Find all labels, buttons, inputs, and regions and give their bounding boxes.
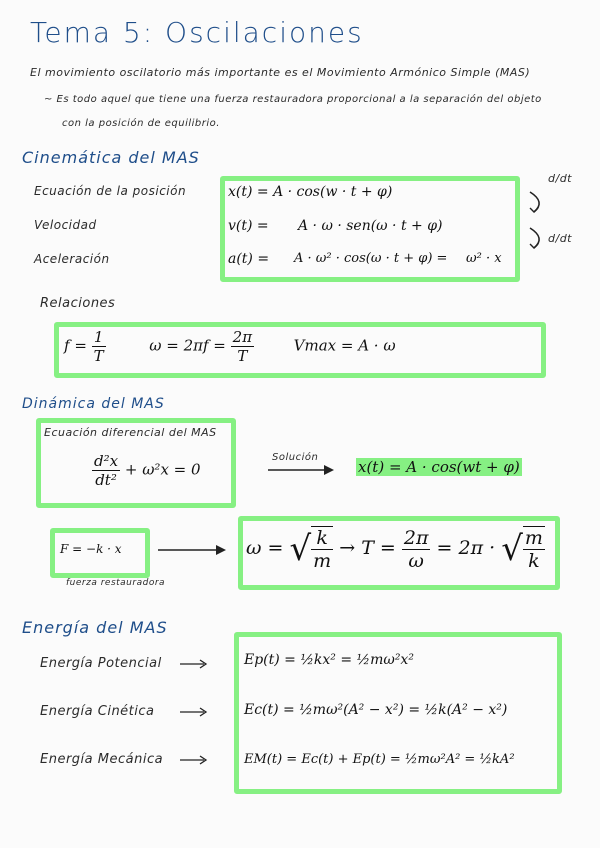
period-fraction	[402, 527, 431, 572]
force-arrow-icon	[156, 542, 230, 558]
derivative-label-2: d/dt	[548, 232, 572, 245]
diff-fraction	[92, 452, 120, 489]
period-num: 2π	[403, 526, 429, 549]
label-position: Ecuación de la posición	[34, 184, 187, 198]
energy-arrows-icon	[178, 656, 212, 768]
sqrt-m: m	[313, 550, 332, 572]
energy-potential-eq: Ep(t) = ½kx² = ½mω²x²	[244, 652, 414, 668]
omega-fraction	[231, 328, 254, 365]
f-den: T	[93, 347, 104, 365]
sqrt-k2: k	[528, 550, 540, 572]
diff-eq-label: Ecuación diferencial del MAS	[44, 426, 217, 439]
diff-num: d²x	[94, 452, 119, 470]
diff-den: dt²	[95, 471, 117, 489]
solution-arrow-icon	[266, 462, 338, 478]
eq-velocity-lhs: v(t) =	[228, 218, 269, 234]
f-lhs: f =	[64, 336, 87, 355]
eq-accel-lhs: a(t) =	[228, 251, 270, 267]
diff-rest: + ω²x = 0	[124, 460, 201, 479]
derivative-label-1: d/dt	[548, 172, 572, 185]
period-eq	[246, 526, 545, 572]
period-den: ω	[408, 549, 424, 572]
vmax: Vmax = A · ω	[293, 336, 396, 355]
force-note: fuerza restauradora	[66, 578, 166, 588]
eq-accel-short: ω² · x	[466, 251, 502, 266]
label-kinetic: Energía Cinética	[40, 704, 155, 719]
label-velocity: Velocidad	[34, 218, 97, 232]
sqrt-m2: m	[524, 527, 543, 549]
relations-heading: Relaciones	[40, 296, 116, 311]
diff-eq	[92, 452, 201, 489]
sqrt-m-k: √ $\frac{m}{k}$	[501, 527, 543, 572]
intro-line-2: ~ Es todo aquel que tiene una fuerza restauradora proporcional a la separación del objeto	[44, 94, 542, 105]
eq-position: x(t) = A · cos(w · t + φ)	[228, 184, 393, 200]
sqrt-k: k	[311, 527, 333, 550]
period-omega-lhs: ω =	[246, 537, 284, 559]
intro-line-1: El movimiento oscilatorio más importante es el Movimiento Armónico Simple (MAS)	[30, 66, 531, 79]
force-eq: F = −k · x	[60, 542, 122, 556]
sqrt-k-m: √ $\frac{k}{m}$	[289, 527, 332, 572]
page-title: Tema 5: Oscilaciones	[30, 16, 364, 49]
omega-num: 2π	[232, 328, 253, 346]
period-arrow-T: → T =	[339, 537, 396, 559]
energy-mechanic-eq: EM(t) = Ec(t) + Ep(t) = ½mω²A² = ½kA²	[244, 752, 515, 767]
intro-line-3: con la posición de equilibrio.	[62, 118, 220, 129]
dynamics-heading: Dinámica del MAS	[22, 396, 165, 412]
label-potential: Energía Potencial	[40, 656, 162, 671]
eq-velocity-rhs: A · ω · sen(ω · t + φ)	[298, 218, 443, 234]
omega-lhs: ω = 2πf =	[149, 336, 226, 355]
label-mechanic: Energía Mecánica	[40, 752, 164, 767]
f-num: 1	[92, 328, 106, 347]
relations-row	[64, 328, 396, 365]
solution-eq: x(t) = A · cos(wt + φ)	[358, 458, 520, 476]
energy-heading: Energía del MAS	[22, 618, 168, 637]
period-eq2: = 2π ·	[436, 537, 496, 559]
energy-kinetic-eq: Ec(t) = ½mω²(A² − x²) = ½k(A² − x²)	[244, 702, 508, 718]
kinematics-heading: Cinemática del MAS	[22, 148, 200, 167]
label-acceleration: Aceleración	[34, 252, 110, 266]
eq-accel-rhs: A · ω² · cos(ω · t + φ) =	[294, 251, 448, 266]
f-fraction	[92, 328, 106, 365]
omega-den: T	[237, 347, 248, 365]
solution-label: Solución	[272, 452, 319, 463]
